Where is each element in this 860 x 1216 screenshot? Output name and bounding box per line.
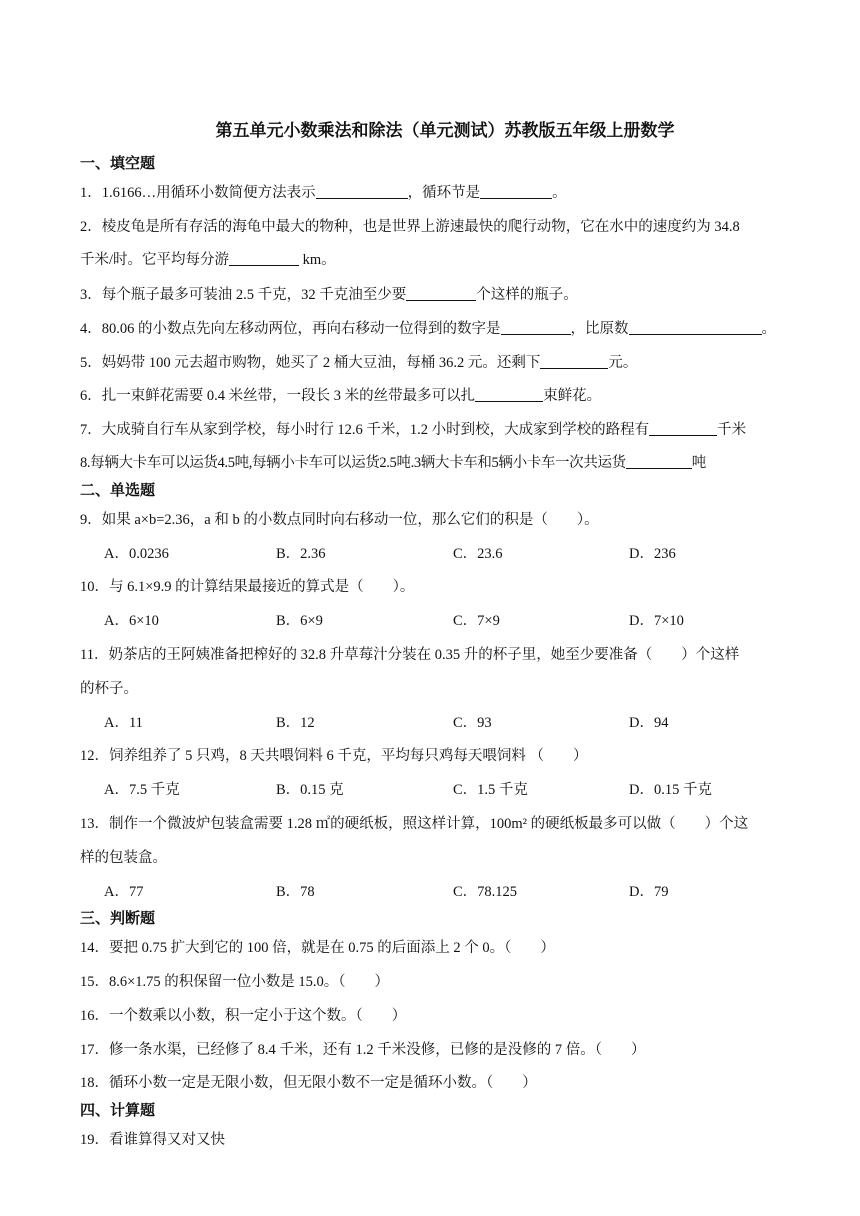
question-text: 1．1.6166…用循环小数简便方法表示 bbox=[80, 185, 316, 201]
page-title: 第五单元小数乘法和除法（单元测试）苏教版五年级上册数学 bbox=[215, 121, 675, 141]
option-c: C．78.125 bbox=[453, 884, 518, 900]
question-11-line-1: 11．奶茶店的王阿姨准备把榨好的 32.8 升草莓汁分装在 0.35 升的杯子里，她至少要准备（ ）个这样 bbox=[80, 647, 740, 663]
question-text: 。 bbox=[761, 321, 776, 337]
answer-blank bbox=[316, 183, 408, 199]
answer-blank bbox=[229, 250, 299, 266]
option-d: D．79 bbox=[629, 884, 669, 900]
question-11-line-2: 的杯子。 bbox=[80, 681, 138, 697]
question-13-line-2: 样的包装盒。 bbox=[80, 850, 167, 866]
question-2-line-2 bbox=[80, 248, 336, 269]
option-b: B．78 bbox=[276, 884, 315, 900]
option-b: B．6×9 bbox=[276, 613, 323, 629]
options-10 bbox=[104, 609, 744, 629]
question-19: 19．看谁算得又对又快 bbox=[80, 1132, 225, 1148]
option-d: D．236 bbox=[629, 546, 676, 562]
question-text: 。 bbox=[552, 185, 567, 201]
option-c: C．1.5 千克 bbox=[453, 782, 528, 798]
options-11 bbox=[104, 711, 744, 731]
option-d: D．94 bbox=[629, 715, 669, 731]
question-12: 12．饲养组养了 5 只鸡，8 天共喂饲料 6 千克，平均每只鸡每天喂饲料 （ ） bbox=[80, 748, 588, 764]
answer-blank bbox=[540, 353, 608, 369]
question-13-line-1: 13．制作一个微波炉包装盒需要 1.28 ㎡的硬纸板，照这样计算，100m² 的硬纸板最多可以做（ ）个这 bbox=[80, 816, 749, 832]
question-text: km。 bbox=[299, 252, 336, 268]
question-15: 15．8.6×1.75 的积保留一位小数是 15.0。（ ） bbox=[80, 974, 390, 990]
question-text: 个这样的瓶子。 bbox=[476, 287, 578, 303]
question-2-line-1: 2．棱皮龟是所有存活的海龟中最大的物种，也是世界上游速最快的爬行动物，它在水中的速度约为 34.8 bbox=[80, 219, 740, 235]
answer-blank bbox=[649, 420, 717, 436]
options-13 bbox=[104, 880, 744, 900]
question-text: 4．80.06 的小数点先向左移动两位，再向右移动一位得到的数字是 bbox=[80, 321, 501, 337]
option-a: A．11 bbox=[104, 715, 143, 731]
section-heading-choice: 二、单选题 bbox=[80, 481, 156, 499]
question-10: 10．与 6.1×9.9 的计算结果最接近的算式是（ ）。 bbox=[80, 579, 415, 595]
question-text: ，循环节是 bbox=[407, 185, 481, 201]
question-4 bbox=[80, 317, 776, 338]
question-text: 吨 bbox=[691, 455, 706, 471]
question-1 bbox=[80, 181, 567, 202]
question-16: 16．一个数乘以小数，积一定小于这个数。（ ） bbox=[80, 1008, 407, 1024]
option-a: A．7.5 千克 bbox=[104, 782, 180, 798]
question-14: 14．要把 0.75 扩大到它的 100 倍，就是在 0.75 的后面添上 2 个 0。（ ） bbox=[80, 940, 555, 956]
option-b: B．0.15 克 bbox=[276, 782, 344, 798]
answer-blank bbox=[475, 386, 543, 402]
option-a: A．0.0236 bbox=[104, 546, 169, 562]
question-6 bbox=[80, 384, 601, 405]
option-d: D．7×10 bbox=[629, 613, 684, 629]
question-text: 6．扎一束鲜花需要 0.4 米丝带，一段长 3 米的丝带最多可以扎 bbox=[80, 388, 476, 404]
answer-blank bbox=[406, 285, 476, 301]
question-18: 18．循环小数一定是无限小数，但无限小数不一定是循环小数。（ ） bbox=[80, 1075, 537, 1091]
question-8 bbox=[80, 451, 706, 472]
section-heading-calc: 四、计算题 bbox=[80, 1101, 156, 1119]
option-b: B．2.36 bbox=[276, 546, 326, 562]
option-c: C．7×9 bbox=[453, 613, 500, 629]
option-d: D．0.15 千克 bbox=[629, 782, 712, 798]
option-a: A．6×10 bbox=[104, 613, 159, 629]
question-text: 元。 bbox=[608, 355, 638, 371]
options-9 bbox=[104, 542, 744, 562]
option-b: B．12 bbox=[276, 715, 315, 731]
question-text: ，比原数 bbox=[570, 321, 629, 337]
option-a: A．77 bbox=[104, 884, 144, 900]
question-7 bbox=[80, 418, 746, 439]
option-c: C．23.6 bbox=[453, 546, 503, 562]
question-text: 7．大成骑自行车从家到学校，每小时行 12.6 千米，1.2 小时到校，大成家到学校的路程有 bbox=[80, 422, 650, 438]
question-text: 8.每辆大卡车可以运货4.5吨,每辆小卡车可以运货2.5吨.3辆大卡车和5辆小卡车一次共运货 bbox=[80, 455, 626, 471]
section-heading-judge: 三、判断题 bbox=[80, 909, 156, 927]
answer-blank bbox=[480, 183, 552, 199]
question-9: 9．如果 a×b=2.36，a 和 b 的小数点同时向右移动一位，那么它们的积是（ ）。 bbox=[80, 512, 599, 528]
question-text: 5．妈妈带 100 元去超市购物，她买了 2 桶大豆油，每桶 36.2 元。还剩下 bbox=[80, 355, 541, 371]
question-17: 17．修一条水渠，已经修了 8.4 千米，还有 1.2 千米没修，已修的是没修的 7 倍。（ ） bbox=[80, 1042, 646, 1058]
options-12 bbox=[104, 778, 744, 798]
question-text: 束鲜花。 bbox=[543, 388, 602, 404]
section-heading-fill: 一、填空题 bbox=[80, 154, 156, 172]
question-text: 3．每个瓶子最多可装油 2.5 千克，32 千克油至少要 bbox=[80, 287, 407, 303]
answer-blank bbox=[501, 319, 571, 335]
answer-blank bbox=[626, 453, 692, 469]
answer-blank bbox=[629, 319, 762, 335]
question-text: 千米 bbox=[717, 422, 747, 438]
question-text: 千米/时。它平均每分游 bbox=[80, 252, 230, 268]
question-5 bbox=[80, 351, 637, 372]
option-c: C．93 bbox=[453, 715, 492, 731]
question-3 bbox=[80, 283, 578, 304]
